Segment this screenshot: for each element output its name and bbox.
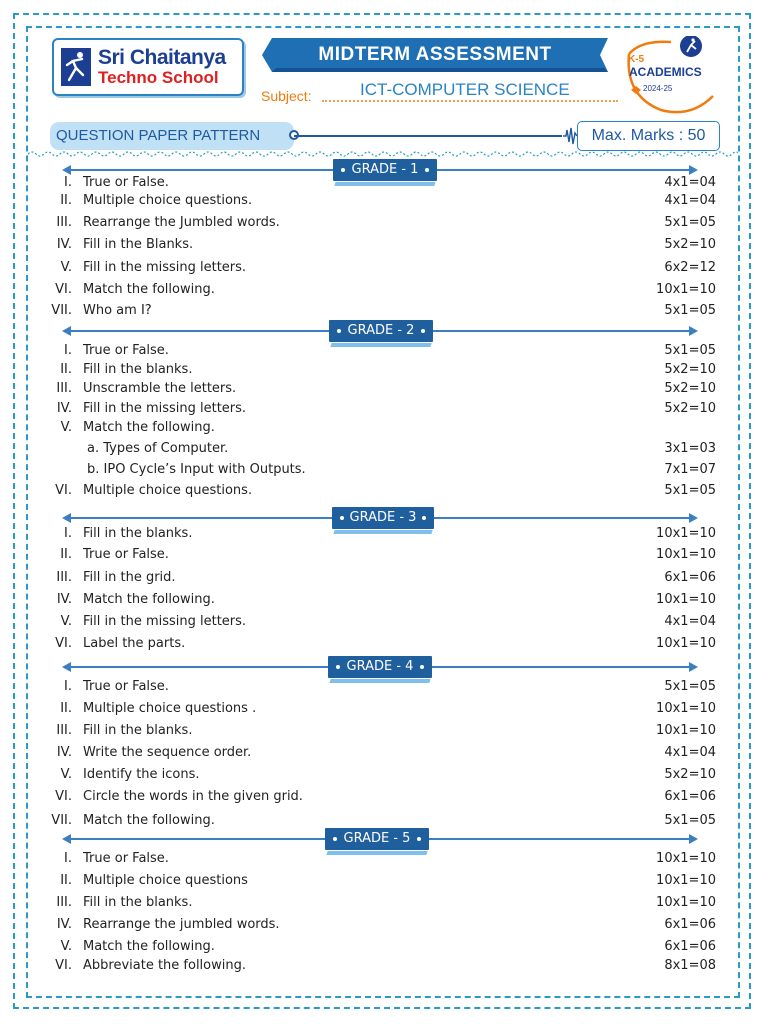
question-number: I. <box>64 526 72 541</box>
badge-year: 2024-25 <box>643 84 673 93</box>
question-number: IV. <box>56 592 72 607</box>
question-marks: 10x1=10 <box>656 701 716 716</box>
question-type: True or False. <box>83 175 169 190</box>
arrow-left-icon <box>62 834 71 844</box>
question-row <box>0 915 768 935</box>
question-type: Fill in the missing letters. <box>83 614 247 629</box>
question-number: VI. <box>55 958 72 973</box>
arrow-left-icon <box>62 326 71 336</box>
question-marks: 6x2=12 <box>664 260 716 275</box>
question-row <box>0 399 768 419</box>
question-type: True or False. <box>83 851 169 866</box>
question-number: IV. <box>56 745 72 760</box>
question-number: III. <box>56 570 72 585</box>
question-marks: 10x1=10 <box>656 526 716 541</box>
question-row <box>0 481 768 501</box>
signal-wave-icon <box>562 125 578 147</box>
arrow-right-icon <box>689 834 698 844</box>
subject-underline <box>322 100 618 102</box>
subject-value: ICT-COMPUTER SCIENCE <box>360 80 570 99</box>
question-type: Match the following. <box>83 282 215 297</box>
dot-icon <box>417 837 421 841</box>
question-type: a. Types of Computer. <box>87 441 229 456</box>
question-marks: 8x1=08 <box>664 958 716 973</box>
question-number: III. <box>56 215 72 230</box>
question-number: V. <box>60 939 72 954</box>
dot-icon <box>420 665 424 669</box>
question-marks: 5x2=10 <box>664 767 716 782</box>
question-row <box>0 524 768 544</box>
question-number: I. <box>64 679 72 694</box>
question-number: V. <box>60 614 72 629</box>
question-type: True or False. <box>83 343 169 358</box>
grade-heading <box>328 656 432 678</box>
dot-icon <box>341 168 345 172</box>
academics-badge <box>621 36 721 116</box>
question-type: True or False. <box>83 679 169 694</box>
question-marks: 5x1=05 <box>664 483 716 498</box>
question-row <box>0 677 768 697</box>
question-marks: 6x1=06 <box>664 939 716 954</box>
question-row <box>0 849 768 869</box>
question-row <box>0 699 768 719</box>
question-row <box>0 612 768 632</box>
question-marks: 4x1=04 <box>664 193 716 208</box>
arrow-right-icon <box>689 662 698 672</box>
question-type: Match the following. <box>83 813 215 828</box>
grade-label: GRADE - 2 <box>347 323 415 338</box>
question-marks: 5x1=05 <box>664 303 716 318</box>
dot-icon <box>422 516 426 520</box>
question-marks: 10x1=10 <box>656 547 716 562</box>
question-number: I. <box>64 851 72 866</box>
question-number: IV. <box>56 237 72 252</box>
question-marks: 5x1=05 <box>664 679 716 694</box>
question-number: IV. <box>56 401 72 416</box>
question-type: Fill in the blanks. <box>83 895 193 910</box>
question-marks: 5x2=10 <box>664 237 716 252</box>
question-type: Write the sequence order. <box>83 745 252 760</box>
dot-icon <box>421 329 425 333</box>
question-row <box>0 341 768 361</box>
question-number: II. <box>60 362 72 377</box>
question-row <box>0 721 768 741</box>
question-number: V. <box>60 420 72 435</box>
question-row <box>0 743 768 763</box>
question-type: Rearrange the Jumbled words. <box>83 215 280 230</box>
pattern-connector-line <box>294 135 562 137</box>
question-number: I. <box>64 175 72 190</box>
question-marks: 4x1=04 <box>664 175 716 190</box>
badge-name: ACADEMICS <box>629 65 702 79</box>
question-type: Multiple choice questions. <box>83 193 253 208</box>
dot-icon <box>425 168 429 172</box>
question-number: VI. <box>55 789 72 804</box>
question-marks: 5x2=10 <box>664 381 716 396</box>
question-marks: 10x1=10 <box>656 636 716 651</box>
grade-label: GRADE - 3 <box>349 510 417 525</box>
question-marks: 5x1=05 <box>664 343 716 358</box>
question-row <box>0 893 768 913</box>
arrow-right-icon <box>689 326 698 336</box>
runner-icon <box>61 48 91 86</box>
question-type: True or False. <box>83 547 169 562</box>
dot-icon <box>340 516 344 520</box>
subject-label: Subject: <box>261 88 312 104</box>
question-row <box>0 258 768 278</box>
logo-school-name: Sri Chaitanya <box>98 46 226 69</box>
question-type: Fill in the blanks. <box>83 723 193 738</box>
question-marks: 5x2=10 <box>664 401 716 416</box>
question-number: VII. <box>51 813 72 828</box>
question-row <box>0 173 768 193</box>
question-number: II. <box>60 547 72 562</box>
question-type: Multiple choice questions <box>83 873 248 888</box>
question-marks: 7x1=07 <box>664 462 716 477</box>
question-type: Circle the words in the given grid. <box>83 789 303 804</box>
title-banner <box>262 38 608 72</box>
question-marks: 5x1=05 <box>664 813 716 828</box>
question-marks: 5x1=05 <box>664 215 716 230</box>
question-row <box>0 235 768 255</box>
logo-school-type: Techno School <box>98 68 219 87</box>
question-type: Fill in the blanks. <box>83 362 193 377</box>
question-row <box>0 634 768 654</box>
question-type: Fill in the Blanks. <box>83 237 194 252</box>
question-type: Fill in the missing letters. <box>83 260 247 275</box>
question-marks: 4x1=04 <box>664 745 716 760</box>
question-number: VI. <box>55 282 72 297</box>
question-type: Abbreviate the following. <box>83 958 246 973</box>
question-type: b. IPO Cycle’s Input with Outputs. <box>87 462 306 477</box>
question-marks: 10x1=10 <box>656 592 716 607</box>
question-row <box>0 545 768 565</box>
question-number: VII. <box>51 303 72 318</box>
question-marks: 10x1=10 <box>656 723 716 738</box>
arrow-left-icon <box>62 662 71 672</box>
question-marks: 10x1=10 <box>656 895 716 910</box>
grade-label: GRADE - 1 <box>351 162 419 177</box>
question-row <box>0 301 768 321</box>
question-type: Who am I? <box>83 303 152 318</box>
question-row <box>0 871 768 891</box>
question-number: V. <box>60 767 72 782</box>
question-type: Match the following. <box>83 939 215 954</box>
question-number: II. <box>60 193 72 208</box>
grade-label: GRADE - 4 <box>346 659 414 674</box>
badge-grade-range: K-5 <box>628 54 645 65</box>
dot-icon <box>337 329 341 333</box>
question-row <box>0 213 768 233</box>
question-number: III. <box>56 723 72 738</box>
question-type: Multiple choice questions . <box>83 701 257 716</box>
question-row <box>0 280 768 300</box>
question-marks: 10x1=10 <box>656 873 716 888</box>
question-number: VI. <box>55 483 72 498</box>
question-type: Rearrange the jumbled words. <box>83 917 280 932</box>
question-type: Match the following. <box>83 592 215 607</box>
question-row <box>0 360 768 380</box>
grade-label: GRADE - 5 <box>343 831 411 846</box>
question-type: Multiple choice questions. <box>83 483 253 498</box>
question-type: Label the parts. <box>83 636 186 651</box>
question-row <box>0 956 768 976</box>
question-number: V. <box>60 260 72 275</box>
question-marks: 6x1=06 <box>664 789 716 804</box>
question-number: IV. <box>56 917 72 932</box>
question-row <box>0 379 768 399</box>
question-row <box>0 460 768 480</box>
grade-heading <box>329 320 433 342</box>
question-row <box>0 191 768 211</box>
school-logo <box>52 38 244 96</box>
question-row <box>0 765 768 785</box>
page-title: MIDTERM ASSESSMENT <box>318 44 552 65</box>
question-type: Fill in the grid. <box>83 570 176 585</box>
question-row <box>0 418 768 438</box>
question-row <box>0 439 768 459</box>
dot-icon <box>336 665 340 669</box>
question-number: III. <box>56 381 72 396</box>
question-row <box>0 787 768 807</box>
pattern-label: QUESTION PAPER PATTERN <box>56 127 261 144</box>
question-marks: 10x1=10 <box>656 282 716 297</box>
question-number: II. <box>60 701 72 716</box>
question-number: VI. <box>55 636 72 651</box>
question-number: II. <box>60 873 72 888</box>
question-row <box>0 590 768 610</box>
question-row <box>0 568 768 588</box>
question-marks: 3x1=03 <box>664 441 716 456</box>
question-marks: 4x1=04 <box>664 614 716 629</box>
question-type: Fill in the missing letters. <box>83 401 247 416</box>
question-marks: 10x1=10 <box>656 851 716 866</box>
question-type: Match the following. <box>83 420 215 435</box>
pattern-label-pill <box>50 122 294 150</box>
question-marks: 5x2=10 <box>664 362 716 377</box>
question-row <box>0 937 768 957</box>
question-marks: 6x1=06 <box>664 570 716 585</box>
question-type: Identify the icons. <box>83 767 200 782</box>
grade-heading <box>325 828 429 850</box>
header-divider <box>28 150 738 158</box>
question-marks: 6x1=06 <box>664 917 716 932</box>
arrow-left-icon <box>62 513 71 523</box>
question-type: Fill in the blanks. <box>83 526 193 541</box>
question-number: III. <box>56 895 72 910</box>
dot-icon <box>333 837 337 841</box>
max-marks-box: Max. Marks : 50 <box>577 121 720 151</box>
question-number: I. <box>64 343 72 358</box>
arrow-right-icon <box>689 513 698 523</box>
question-type: Unscramble the letters. <box>83 381 237 396</box>
